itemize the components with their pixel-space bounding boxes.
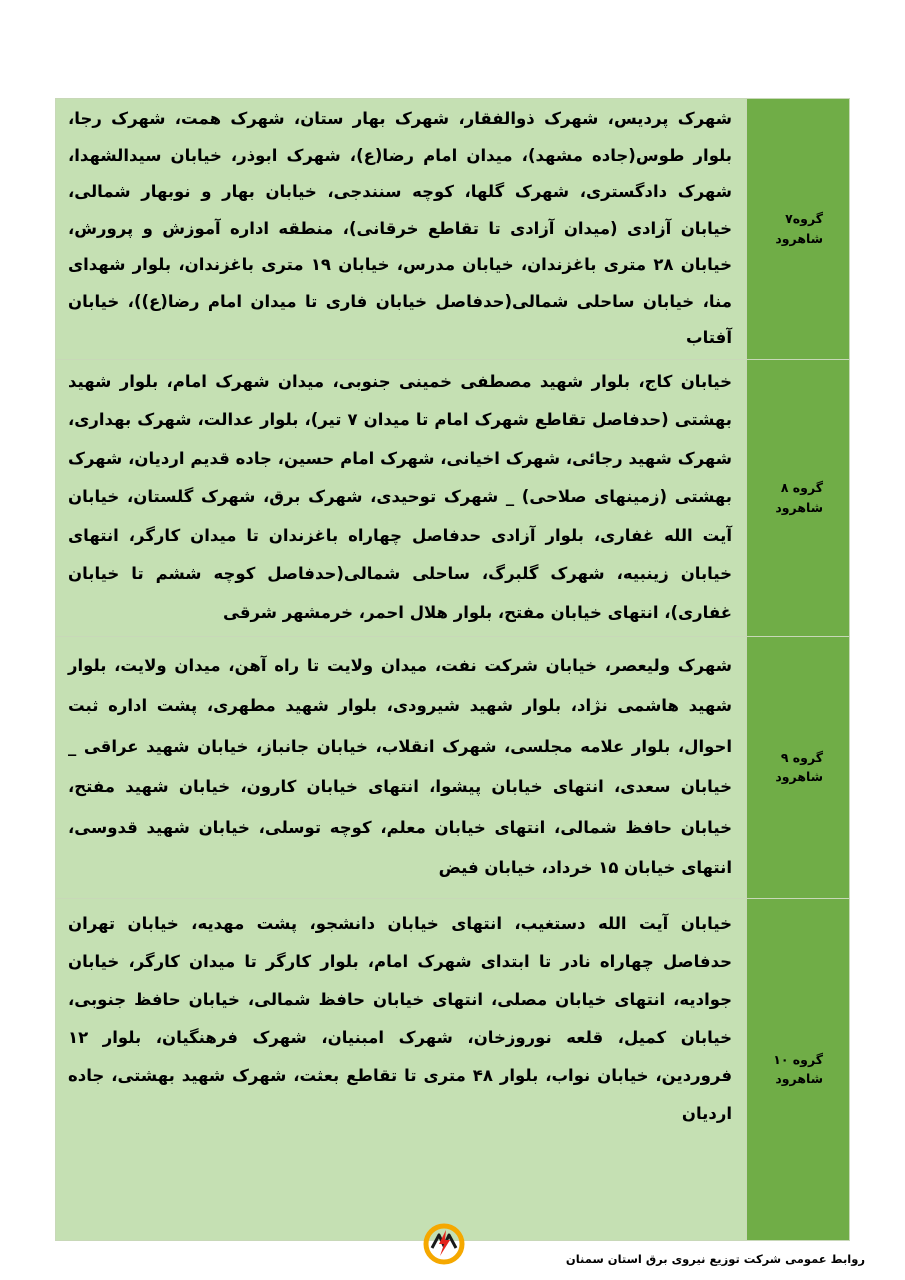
- city-label: شاهرود: [775, 230, 823, 246]
- areas-cell: شهرک ولیعصر، خیابان شرکت نفت، میدان ولایت تا راه آهن، میدان ولایت، بلوار شهید هاشمی نژاد، بلوار شهید شیرودی، بلوار شهید مطهری، پشت اداره ثبت احوال، بلوار علامه مجلسی، شهرک انقلاب، خیابان جانباز، خیابان شهید عراقی _ خیابان سعدی، انتهای خیابان پیشوا، انتهای خیابان کارون، خیابان شهید مفتح، خیابان حافظ شمالی، انتهای خیابان معلم، کوچه توسلی، خیابان شهید قدوسی، انتهای خیابان ۱۵ خرداد، خیابان فیض: [56, 636, 747, 898]
- group-cell: [747, 99, 850, 360]
- group-label: گروه ۸: [780, 480, 823, 496]
- footer-credit-text: روابط عمومی شرکت توزیع نیروی برق استان سمنان: [565, 1252, 865, 1266]
- areas-cell: خیابان کاج، بلوار شهید مصطفی خمینی جنوبی، میدان شهرک امام، بلوار شهید بهشتی (حدفاصل تقاطع شهرک امام تا میدان ۷ تیر)، بلوار عدالت، شهرک بهداری، شهرک شهید رجائی، شهرک اخیانی، شهرک امام حسین، جاده قدیم اردیان، شهرک بهشتی (زمینهای صلاحی) _ شهرک توحیدی، شهرک برق، شهرک گلستان، خیابان آیت الله غفاری، بلوار آزادی حدفاصل چهاراه باغزندان تا میدان کارگر، انتهای خیابان زینبیه، شهرک گلبرگ، ساحلی شمالی(حدفاصل کوچه ششم تا خیابان غفاری)، انتهای خیابان مفتح، بلوار هلال احمر، خرمشهر شرقی: [56, 359, 747, 636]
- group-label: گروه ۱۰: [773, 1051, 823, 1067]
- city-label: شاهرود: [775, 499, 823, 515]
- group-cell: [747, 636, 850, 898]
- areas-cell: شهرک پردیس، شهرک ذوالفقار، شهرک بهار ستان، شهرک همت، شهرک رجا، بلوار طوس(جاده مشهد)، میدان امام رضا(ع)، شهرک ابوذر، خیابان سیدالشهدا، شهرک دادگستری، شهرک گلها، کوچه سنندجی، خیابان بهار و نوبهار شمالی، خیابان آزادی (میدان آزادی تا تقاطع خرقانی)، منطقه اداره آموزش و پرورش، خیابان ۲۸ متری باغزندان، خیابان مدرس، خیابان ۱۹ متری باغزندان، بلوار شهدای منا، خیابان ساحلی شمالی(حدفاصل خیابان فاری تا میدان امام رضا(ع))، خیابان آفتاب: [56, 99, 747, 360]
- footer: [400, 1222, 865, 1280]
- group-cell: [747, 898, 850, 1240]
- outage-schedule-table: [55, 98, 850, 1241]
- city-label: شاهرود: [775, 1071, 823, 1086]
- group-label: گروه۷: [785, 211, 823, 227]
- group-cell: [747, 359, 850, 636]
- city-label: شاهرود: [775, 769, 823, 784]
- table-row: [56, 636, 850, 898]
- power-company-logo-icon: [422, 1222, 466, 1266]
- table-row: [56, 99, 850, 360]
- group-label: گروه ۹: [780, 749, 823, 765]
- table-row: [56, 898, 850, 1240]
- areas-cell: خیابان آیت الله دستغیب، انتهای خیابان دانشجو، پشت مهدیه، خیابان تهران حدفاصل چهاراه نادر تا ابتدای شهرک امام، بلوار کارگر تا میدان کارگر، خیابان جوادیه، انتهای خیابان مصلی، انتهای خیابان حافظ شمالی، خیابان حافظ جنوبی، خیابان کمیل، قلعه نوروزخان، شهرک امبنیان، شهرک فرهنگیان، بلوار ۱۲ فروردین، خیابان نواب، بلوار ۴۸ متری تا تقاطع بعثت، شهرک شهید بهشتی، جاده اردیان: [56, 898, 747, 1240]
- table-row: [56, 359, 850, 636]
